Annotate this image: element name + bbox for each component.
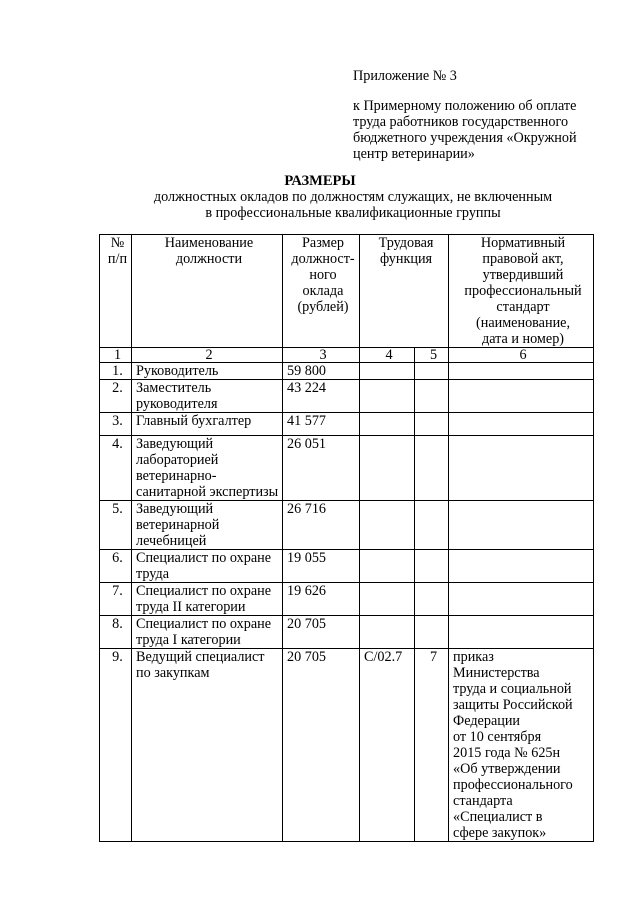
position-name-line: труда I категории	[136, 632, 241, 648]
qualification-level	[415, 616, 449, 649]
qualification-level	[415, 501, 449, 550]
salary-value: 26 051	[283, 436, 360, 501]
header-text: стандарт	[496, 299, 550, 315]
position-name-line: ветеринарной	[136, 517, 220, 533]
table-row	[100, 583, 594, 616]
table-row	[100, 380, 594, 413]
position-name	[132, 583, 283, 616]
legal-act-line: стандарта	[453, 793, 513, 809]
header-text: №	[110, 235, 125, 251]
position-name-line: ветеринарно-	[136, 468, 217, 484]
header-text: профессиональный	[464, 283, 582, 299]
legal-act	[449, 649, 594, 842]
appendix-line: бюджетного учреждения «Окружной	[353, 130, 577, 146]
legal-act-line: 2015 года № 625н	[453, 745, 561, 761]
header-text: должност-	[291, 251, 355, 267]
appendix-line: труда работников государственного	[353, 114, 569, 130]
position-name	[132, 550, 283, 583]
column-number: 5	[415, 348, 449, 363]
header-act	[449, 235, 594, 348]
salary-value: 41 577	[283, 413, 360, 436]
salary-value: 20 705	[283, 616, 360, 649]
header-text: правовой акт,	[482, 251, 564, 267]
column-number: 3	[283, 348, 360, 363]
qualification-level	[415, 550, 449, 583]
header-num	[100, 235, 132, 348]
appendix-number: Приложение № 3	[353, 68, 457, 84]
header-text: дата и номер)	[482, 331, 565, 347]
header-text: Нормативный	[480, 235, 566, 251]
table-row	[100, 363, 594, 380]
table-row	[100, 649, 594, 842]
function-code	[360, 363, 415, 380]
position-name	[132, 363, 283, 380]
appendix-block	[353, 68, 593, 162]
appendix-line: центр ветеринарии»	[353, 146, 475, 162]
header-row	[100, 235, 594, 348]
header-text: Трудовая	[378, 235, 434, 251]
row-number: 4.	[100, 436, 132, 501]
position-name	[132, 413, 283, 436]
legal-act-line: от 10 сентября	[453, 729, 542, 745]
legal-act	[449, 583, 594, 616]
column-number: 4	[360, 348, 415, 363]
function-code	[360, 380, 415, 413]
salary-value: 20 705	[283, 649, 360, 842]
function-code	[360, 616, 415, 649]
function-code	[360, 436, 415, 501]
qualification-level	[415, 363, 449, 380]
position-name-line: Руководитель	[136, 363, 219, 379]
subtitle-line: должностных окладов по должностям служащих, не включенным	[153, 189, 553, 205]
legal-act-line: Федерации	[453, 713, 521, 729]
document-subtitle	[0, 189, 640, 221]
qualification-level	[415, 413, 449, 436]
position-name-line: труда II категории	[136, 599, 246, 615]
document-title: РАЗМЕРЫ	[284, 173, 356, 189]
row-number: 6.	[100, 550, 132, 583]
position-name	[132, 616, 283, 649]
position-name	[132, 436, 283, 501]
table-row	[100, 616, 594, 649]
header-text: оклада	[302, 283, 344, 299]
position-name-line: Специалист по охране	[136, 616, 272, 632]
position-name-line: Специалист по охране	[136, 550, 272, 566]
position-name-line: Заместитель	[136, 380, 212, 396]
header-text: Наименование	[164, 235, 254, 251]
function-code	[360, 550, 415, 583]
header-text: (рублей)	[297, 299, 349, 315]
legal-act	[449, 380, 594, 413]
legal-act	[449, 501, 594, 550]
position-name	[132, 649, 283, 842]
legal-act	[449, 363, 594, 380]
legal-act-line: Министерства	[453, 665, 540, 681]
legal-act	[449, 616, 594, 649]
legal-act-line: профессионального	[453, 777, 573, 793]
row-number: 8.	[100, 616, 132, 649]
position-name-line: санитарной экспертизы	[136, 484, 279, 500]
function-code: С/02.7	[360, 649, 415, 842]
function-code	[360, 583, 415, 616]
table-row	[100, 501, 594, 550]
header-text: (наименование,	[476, 315, 571, 331]
header-salary	[283, 235, 360, 348]
row-number: 3.	[100, 413, 132, 436]
position-name	[132, 501, 283, 550]
legal-act-line: труда и социальной	[453, 681, 572, 697]
salary-value: 19 626	[283, 583, 360, 616]
position-name-line: Специалист по охране	[136, 583, 272, 599]
header-text: должности	[175, 251, 243, 267]
table-row	[100, 413, 594, 436]
qualification-level	[415, 380, 449, 413]
position-name-line: по закупкам	[136, 665, 210, 681]
header-text: функция	[379, 251, 433, 267]
position-name-line: руководителя	[136, 396, 218, 412]
column-number: 6	[449, 348, 594, 363]
row-number: 7.	[100, 583, 132, 616]
header-text: утвердивший	[482, 267, 564, 283]
row-number: 5.	[100, 501, 132, 550]
position-name-line: Заведующий	[136, 501, 214, 517]
legal-act-line: защиты Российской	[453, 697, 573, 713]
row-number: 1.	[100, 363, 132, 380]
salary-value: 43 224	[283, 380, 360, 413]
legal-act-line: «Об утверждении	[453, 761, 561, 777]
legal-act	[449, 436, 594, 501]
position-name-line: Главный бухгалтер	[136, 413, 252, 429]
row-number: 9.	[100, 649, 132, 842]
column-number: 2	[132, 348, 283, 363]
header-text: п/п	[107, 251, 128, 267]
subtitle-line: в профессиональные квалификационные группы	[205, 205, 501, 221]
position-name-line: Заведующий	[136, 436, 214, 452]
legal-act	[449, 413, 594, 436]
header-function	[360, 235, 449, 348]
legal-act-line: приказ	[453, 649, 494, 665]
header-name	[132, 235, 283, 348]
salary-value: 59 800	[283, 363, 360, 380]
legal-act-line: сфере закупок»	[453, 825, 547, 841]
function-code	[360, 501, 415, 550]
position-name-line: труда	[136, 566, 169, 582]
header-text: Размер	[302, 235, 344, 251]
salary-value: 26 716	[283, 501, 360, 550]
qualification-level	[415, 583, 449, 616]
legal-act	[449, 550, 594, 583]
header-text: ного	[309, 267, 337, 283]
row-number: 2.	[100, 380, 132, 413]
salary-value: 19 055	[283, 550, 360, 583]
table-row	[100, 550, 594, 583]
column-number-row	[100, 348, 594, 363]
qualification-level	[415, 436, 449, 501]
salary-table	[99, 234, 594, 842]
table-row	[100, 436, 594, 501]
qualification-level: 7	[415, 649, 449, 842]
position-name-line: лечебницей	[136, 533, 207, 549]
function-code	[360, 413, 415, 436]
position-name-line: лабораторией	[136, 452, 219, 468]
appendix-line: к Примерному положению об оплате	[353, 98, 577, 114]
position-name	[132, 380, 283, 413]
column-number: 1	[100, 348, 132, 363]
legal-act-line: «Специалист в	[453, 809, 543, 825]
position-name-line: Ведущий специалист	[136, 649, 265, 665]
